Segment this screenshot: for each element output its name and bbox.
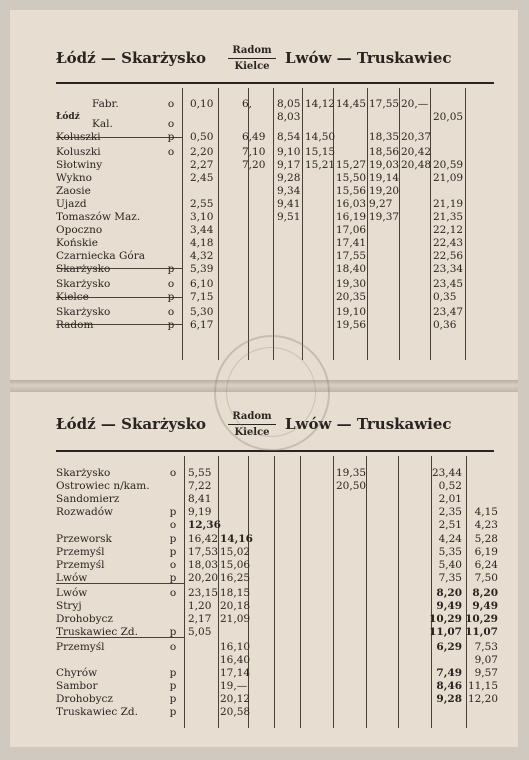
arrival-departure-marker: p bbox=[169, 546, 177, 558]
fare-value: 2,27 bbox=[190, 159, 214, 171]
timetable-row bbox=[10, 654, 518, 667]
station-name: Przemyśl bbox=[56, 641, 105, 653]
departure-time: 15,15 bbox=[305, 146, 336, 158]
departure-time: 6, bbox=[242, 98, 253, 110]
timetable-row bbox=[10, 306, 518, 319]
departure-time: 17,06 bbox=[336, 224, 367, 236]
departure-time: 17,53 bbox=[188, 546, 219, 558]
timetable-row bbox=[10, 198, 518, 211]
header-rule bbox=[56, 82, 494, 84]
station-name: Kielce bbox=[56, 291, 89, 303]
timetable-row bbox=[10, 131, 518, 144]
departure-time: 18,35 bbox=[369, 131, 400, 143]
fare-value: 7,15 bbox=[190, 291, 214, 303]
departure-time: 9,41 bbox=[277, 198, 301, 210]
timetable-row bbox=[10, 641, 518, 654]
fare-value: 3,44 bbox=[190, 224, 214, 236]
fare-value: 6,17 bbox=[190, 319, 214, 331]
departure-time: 20,18 bbox=[220, 600, 251, 612]
timetable-row bbox=[10, 237, 518, 250]
departure-time: 16,19 bbox=[336, 211, 367, 223]
arrival-departure-marker: o bbox=[167, 146, 175, 158]
station-name: Sambor bbox=[56, 680, 98, 692]
departure-time: 20,05 bbox=[433, 111, 464, 123]
departure-time: 20,20 bbox=[188, 572, 219, 584]
departure-time: 17,14 bbox=[220, 667, 251, 679]
departure-time: 9,07 bbox=[474, 654, 498, 666]
departure-time: 15,27 bbox=[336, 159, 367, 171]
via-radom: Radom bbox=[232, 411, 272, 422]
arrival-departure-marker: o bbox=[167, 118, 175, 130]
departure-time: 4,23 bbox=[474, 519, 498, 531]
departure-time: 16,40 bbox=[220, 654, 251, 666]
departure-time: 19,35 bbox=[336, 467, 367, 479]
departure-time: 11,15 bbox=[467, 680, 498, 692]
departure-time: 21,35 bbox=[433, 211, 464, 223]
departure-time: 9,57 bbox=[474, 667, 498, 679]
departure-time: 1,20 bbox=[188, 600, 212, 612]
departure-time: 6,19 bbox=[474, 546, 498, 558]
station-name: Ujazd bbox=[56, 198, 87, 210]
arrival-departure-marker: o bbox=[169, 641, 177, 653]
departure-time: 19,20 bbox=[369, 185, 400, 197]
fare-value: 4,18 bbox=[190, 237, 214, 249]
fare-value: 6,10 bbox=[190, 278, 214, 290]
departure-time: 2,01 bbox=[438, 493, 462, 505]
departure-time: 9,28 bbox=[277, 172, 301, 184]
timetable-row bbox=[10, 98, 518, 111]
timetable-row bbox=[10, 467, 518, 480]
departure-time: 7,35 bbox=[438, 572, 462, 584]
station-name: Chyrów bbox=[56, 667, 98, 679]
timetable-row bbox=[10, 250, 518, 263]
departure-time: 8,41 bbox=[188, 493, 212, 505]
station-name: Słotwiny bbox=[56, 159, 103, 171]
arrival-departure-marker: p bbox=[167, 131, 175, 143]
arrival-departure-marker: o bbox=[169, 467, 177, 479]
arrival-departure-marker: p bbox=[167, 319, 175, 331]
station-name: Przemyśl bbox=[56, 559, 105, 571]
departure-time: 10,29 bbox=[429, 613, 462, 625]
station-name: Koluszki bbox=[56, 146, 101, 158]
departure-time: 2,17 bbox=[188, 613, 212, 625]
departure-time: 7,50 bbox=[474, 572, 498, 584]
departure-time: 15,56 bbox=[336, 185, 367, 197]
departure-time: 12,36 bbox=[188, 519, 221, 531]
departure-time: 20,— bbox=[401, 98, 429, 110]
station-name: Sandomierz bbox=[56, 493, 120, 505]
departure-time: 8,05 bbox=[277, 98, 301, 110]
station-name: Przemyśl bbox=[56, 546, 105, 558]
station-name: Lwów bbox=[56, 572, 88, 584]
timetable-row bbox=[10, 533, 518, 546]
departure-time: 11,07 bbox=[429, 626, 462, 638]
timetable-row bbox=[10, 519, 518, 532]
departure-time: 5,28 bbox=[474, 533, 498, 545]
departure-time: 20,12 bbox=[220, 693, 251, 705]
departure-time: 7,49 bbox=[436, 667, 462, 679]
departure-time: 9,49 bbox=[436, 600, 462, 612]
departure-time: 20,35 bbox=[336, 291, 367, 303]
station-name: Ostrowiec n/kam. bbox=[56, 480, 150, 492]
timetable-row bbox=[10, 587, 518, 600]
fare-value: 5,30 bbox=[190, 306, 214, 318]
departure-time: 7,10 bbox=[242, 146, 266, 158]
departure-time: 9,49 bbox=[472, 600, 498, 612]
departure-time: 20,48 bbox=[401, 159, 432, 171]
departure-time: 23,15 bbox=[188, 587, 219, 599]
departure-time: 5,40 bbox=[438, 559, 462, 571]
departure-time: 22,43 bbox=[433, 237, 464, 249]
timetable-row bbox=[10, 693, 518, 706]
departure-time: 18,03 bbox=[188, 559, 219, 571]
arrival-departure-marker: o bbox=[169, 519, 177, 531]
arrival-departure-marker: o bbox=[169, 559, 177, 571]
departure-time: 14,45 bbox=[336, 98, 367, 110]
departure-time: 19,30 bbox=[336, 278, 367, 290]
departure-time: 19,03 bbox=[369, 159, 400, 171]
departure-time: 5,05 bbox=[188, 626, 212, 638]
station-name: Wykno bbox=[56, 172, 92, 184]
departure-time: 2,35 bbox=[438, 506, 462, 518]
departure-time: 19,10 bbox=[336, 306, 367, 318]
departure-time: 16,10 bbox=[220, 641, 251, 653]
route-from: Łódź — Skarżysko bbox=[56, 49, 207, 67]
departure-time: 22,56 bbox=[433, 250, 464, 262]
departure-time: 17,55 bbox=[336, 250, 367, 262]
station-name: Kal. bbox=[92, 118, 113, 130]
station-name: Drohobycz bbox=[56, 613, 113, 625]
departure-time: 10,29 bbox=[465, 613, 498, 625]
departure-time: 20,50 bbox=[336, 480, 367, 492]
station-name: Rozwadów bbox=[56, 506, 114, 518]
departure-time: 18,15 bbox=[220, 587, 251, 599]
timetable-row bbox=[10, 224, 518, 237]
station-name: Opoczno bbox=[56, 224, 103, 236]
departure-time: 9,17 bbox=[277, 159, 301, 171]
arrival-departure-marker: p bbox=[169, 506, 177, 518]
departure-time: 0,35 bbox=[433, 291, 457, 303]
station-name: Tomaszów Maz. bbox=[56, 211, 141, 223]
departure-time: 19,— bbox=[220, 680, 248, 692]
library-stamp-inner bbox=[226, 347, 316, 437]
arrival-departure-marker: p bbox=[169, 693, 177, 705]
station-name: Czarniecka Góra bbox=[56, 250, 146, 262]
timetable-row bbox=[10, 185, 518, 198]
departure-time: 9,51 bbox=[277, 211, 301, 223]
departure-time: 7,22 bbox=[188, 480, 212, 492]
station-name: Skarżysko bbox=[56, 278, 111, 290]
departure-time: 6,24 bbox=[474, 559, 498, 571]
route-via bbox=[228, 44, 276, 73]
timetable-row bbox=[10, 546, 518, 559]
departure-time: 20,58 bbox=[220, 706, 251, 718]
fare-value: 3,10 bbox=[190, 211, 214, 223]
station-name: Drohobycz bbox=[56, 693, 113, 705]
departure-time: 18,40 bbox=[336, 263, 367, 275]
arrival-departure-marker: p bbox=[167, 263, 175, 275]
route-header bbox=[10, 40, 518, 80]
departure-time: 12,20 bbox=[467, 693, 498, 705]
departure-time: 7,20 bbox=[242, 159, 266, 171]
departure-time: 6,29 bbox=[436, 641, 462, 653]
departure-time: 21,19 bbox=[433, 198, 464, 210]
departure-time: 22,12 bbox=[433, 224, 464, 236]
arrival-departure-marker: p bbox=[169, 680, 177, 692]
timetable-row bbox=[10, 600, 518, 613]
departure-time: 8,54 bbox=[277, 131, 301, 143]
timetable-row bbox=[10, 263, 518, 276]
via-kielce: Kielce bbox=[234, 61, 270, 72]
departure-time: 4,15 bbox=[474, 506, 498, 518]
fare-value: 2,55 bbox=[190, 198, 214, 210]
station-name: Truskawiec Zd. bbox=[56, 626, 138, 638]
station-name: Łódź bbox=[56, 112, 80, 122]
timetable-row bbox=[10, 480, 518, 493]
departure-time: 23,44 bbox=[431, 467, 462, 479]
timetable-page-top bbox=[10, 10, 518, 380]
departure-time: 23,45 bbox=[433, 278, 464, 290]
departure-time: 7,53 bbox=[474, 641, 498, 653]
departure-time: 9,19 bbox=[188, 506, 212, 518]
departure-time: 20,37 bbox=[401, 131, 432, 143]
fare-value: 2,45 bbox=[190, 172, 214, 184]
fare-value: 2,20 bbox=[190, 146, 214, 158]
departure-time: 18,56 bbox=[369, 146, 400, 158]
arrival-departure-marker: o bbox=[167, 306, 175, 318]
timetable-row bbox=[10, 278, 518, 291]
departure-time: 2,51 bbox=[438, 519, 462, 531]
arrival-departure-marker: p bbox=[169, 533, 177, 545]
departure-time: 11,07 bbox=[465, 626, 498, 638]
timetable-row bbox=[10, 506, 518, 519]
departure-time: 8,46 bbox=[436, 680, 462, 692]
timetable-row bbox=[10, 118, 518, 131]
via-radom: Radom bbox=[232, 45, 272, 56]
departure-time: 16,25 bbox=[220, 572, 251, 584]
arrival-departure-marker: p bbox=[169, 572, 177, 584]
departure-time: 20,42 bbox=[401, 146, 432, 158]
timetable-row bbox=[10, 626, 518, 639]
timetable-row bbox=[10, 706, 518, 719]
departure-time: 8,03 bbox=[277, 111, 301, 123]
arrival-departure-marker: p bbox=[169, 706, 177, 718]
timetable-row bbox=[10, 291, 518, 304]
timetable-row bbox=[10, 667, 518, 680]
fare-value: 0,50 bbox=[190, 131, 214, 143]
departure-time: 17,55 bbox=[369, 98, 400, 110]
timetable-row bbox=[10, 613, 518, 626]
station-name: Koluszki bbox=[56, 131, 101, 143]
arrival-departure-marker: o bbox=[167, 98, 175, 110]
departure-time: 21,09 bbox=[433, 172, 464, 184]
timetable-row bbox=[10, 559, 518, 572]
departure-time: 8,20 bbox=[436, 587, 462, 599]
departure-time: 9,10 bbox=[277, 146, 301, 158]
departure-time: 16,03 bbox=[336, 198, 367, 210]
departure-time: 15,21 bbox=[305, 159, 336, 171]
departure-time: 23,34 bbox=[433, 263, 464, 275]
departure-time: 0,36 bbox=[433, 319, 457, 331]
station-name: Truskawiec Zd. bbox=[56, 706, 138, 718]
route-to: Lwów — Truskawiec bbox=[285, 415, 452, 433]
station-name: Skarżysko bbox=[56, 263, 111, 275]
fare-value: 5,39 bbox=[190, 263, 214, 275]
departure-time: 9,27 bbox=[369, 198, 393, 210]
station-name: Przeworsk bbox=[56, 533, 112, 545]
departure-time: 6,49 bbox=[242, 131, 266, 143]
route-to: Lwów — Truskawiec bbox=[285, 49, 452, 67]
arrival-departure-marker: p bbox=[169, 667, 177, 679]
station-name: Fabr. bbox=[92, 98, 119, 110]
departure-time: 19,56 bbox=[336, 319, 367, 331]
departure-time: 15,50 bbox=[336, 172, 367, 184]
departure-time: 23,47 bbox=[433, 306, 464, 318]
station-name: Stryj bbox=[56, 600, 82, 612]
station-name: Radom bbox=[56, 319, 94, 331]
arrival-departure-marker: o bbox=[167, 278, 175, 290]
timetable-row bbox=[10, 319, 518, 332]
departure-time: 0,52 bbox=[438, 480, 462, 492]
route-from: Łódź — Skarżysko bbox=[56, 415, 207, 433]
station-name: Zaosie bbox=[56, 185, 91, 197]
arrival-departure-marker: p bbox=[167, 291, 175, 303]
departure-time: 14,50 bbox=[305, 131, 336, 143]
timetable-row bbox=[10, 172, 518, 185]
departure-time: 17,41 bbox=[336, 237, 367, 249]
timetable-row bbox=[10, 146, 518, 159]
fare-value: 0,10 bbox=[190, 98, 214, 110]
timetable-row bbox=[10, 572, 518, 585]
timetable-row bbox=[10, 680, 518, 693]
arrival-departure-marker: p bbox=[169, 626, 177, 638]
timetable-row bbox=[10, 159, 518, 172]
departure-time: 14,12 bbox=[305, 98, 336, 110]
departure-time: 9,28 bbox=[436, 693, 462, 705]
station-name: Lwów bbox=[56, 587, 88, 599]
timetable-row bbox=[10, 493, 518, 506]
departure-time: 8,20 bbox=[472, 587, 498, 599]
departure-time: 21,09 bbox=[220, 613, 251, 625]
departure-time: 19,37 bbox=[369, 211, 400, 223]
departure-time: 15,02 bbox=[220, 546, 251, 558]
via-kielce: Kielce bbox=[234, 427, 270, 438]
departure-time: 20,59 bbox=[433, 159, 464, 171]
via-divider bbox=[228, 58, 276, 59]
departure-time: 5,35 bbox=[438, 546, 462, 558]
departure-time: 4,24 bbox=[438, 533, 462, 545]
departure-time: 16,42 bbox=[188, 533, 219, 545]
departure-time: 5,55 bbox=[188, 467, 212, 479]
departure-time: 15,06 bbox=[220, 559, 251, 571]
departure-time: 9,34 bbox=[277, 185, 301, 197]
station-name: Skarżysko bbox=[56, 467, 111, 479]
departure-time: 19,14 bbox=[369, 172, 400, 184]
timetable-row bbox=[10, 211, 518, 224]
station-name: Skarżysko bbox=[56, 306, 111, 318]
fare-value: 4,32 bbox=[190, 250, 214, 262]
departure-time: 14,16 bbox=[220, 533, 253, 545]
arrival-departure-marker: o bbox=[169, 587, 177, 599]
station-name: Końskie bbox=[56, 237, 98, 249]
